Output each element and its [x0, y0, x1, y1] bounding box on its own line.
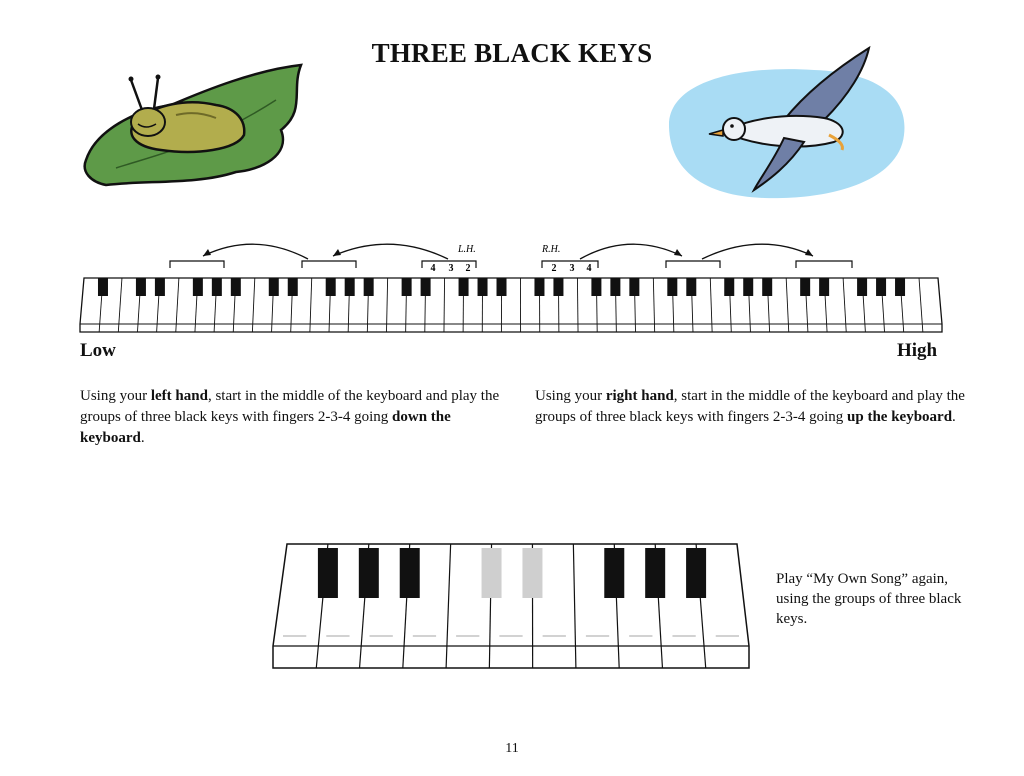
- lh-label: L.H.: [458, 244, 476, 255]
- rh-finger: 4: [586, 263, 592, 274]
- full-keyboard-diagram: [70, 226, 960, 346]
- black-key: [667, 278, 677, 296]
- black-key: [724, 278, 734, 296]
- black-key: [318, 548, 338, 598]
- group-brackets: [170, 261, 852, 268]
- black-key: [288, 278, 298, 296]
- arrow-right-2: [702, 244, 813, 259]
- black-key: [193, 278, 203, 296]
- black-key: [98, 278, 108, 296]
- lh-finger: 4: [430, 263, 436, 274]
- arrow-left-1: [203, 244, 308, 259]
- black-key: [459, 278, 469, 296]
- small-keyboard-body: [273, 544, 749, 668]
- black-key: [269, 278, 279, 296]
- direction-arrows: [203, 244, 813, 259]
- black-key: [762, 278, 772, 296]
- black-key: [402, 278, 412, 296]
- page-title: THREE BLACK KEYS: [371, 38, 653, 68]
- white-key-divider: [444, 278, 445, 332]
- right-hand-instruction: Using your right hand, start in the middle of the keyboard and play the groups of three black keys with fingers 2-3-4 going up the keyboard.: [535, 388, 965, 425]
- small-keyboard-diagram: [265, 528, 765, 678]
- arrow-left-2: [333, 244, 448, 259]
- lh-finger: 3: [448, 263, 454, 274]
- keyboard-keys: [80, 278, 942, 332]
- black-key: [345, 278, 355, 296]
- black-key: [591, 278, 601, 296]
- rh-finger: 2: [551, 263, 557, 274]
- black-key: [359, 548, 379, 598]
- lh-finger: 2: [465, 263, 471, 274]
- black-key: [895, 278, 905, 296]
- black-key: [604, 548, 624, 598]
- low-label: Low: [80, 340, 116, 361]
- black-key: [686, 548, 706, 598]
- black-key: [876, 278, 886, 296]
- black-key: [421, 278, 431, 296]
- black-key: [136, 278, 146, 296]
- black-key: [326, 278, 336, 296]
- black-key: [212, 278, 222, 296]
- page-number: 11: [505, 741, 519, 756]
- black-key: [400, 548, 420, 598]
- black-key: [364, 278, 374, 296]
- black-key: [534, 278, 544, 296]
- small-keyboard-keys: [273, 544, 749, 668]
- black-key: [231, 278, 241, 296]
- black-key: [800, 278, 810, 296]
- white-key-divider: [577, 278, 578, 332]
- black-key: [155, 278, 165, 296]
- gray-key: [482, 548, 502, 598]
- black-key: [610, 278, 620, 296]
- high-label: High: [897, 340, 938, 361]
- song-instruction: Play “My Own Song” again, using the groups of three black keys.: [776, 571, 962, 627]
- gray-key: [522, 548, 542, 598]
- arrow-right-1: [580, 244, 682, 259]
- black-key: [553, 278, 563, 296]
- black-key: [743, 278, 753, 296]
- rh-finger: 3: [569, 263, 575, 274]
- black-key: [497, 278, 507, 296]
- black-key: [857, 278, 867, 296]
- black-key: [819, 278, 829, 296]
- slug-on-leaf-illustration: [76, 60, 308, 190]
- rh-label: R.H.: [542, 244, 561, 255]
- left-hand-instruction: Using your left hand, start in the middle of the keyboard and play the groups of three black keys with fingers 2-3-4 going down the keyboard.: [80, 388, 500, 446]
- black-key: [629, 278, 639, 296]
- black-key: [478, 278, 488, 296]
- black-key: [645, 548, 665, 598]
- black-key: [686, 278, 696, 296]
- seagull-illustration: [664, 40, 914, 205]
